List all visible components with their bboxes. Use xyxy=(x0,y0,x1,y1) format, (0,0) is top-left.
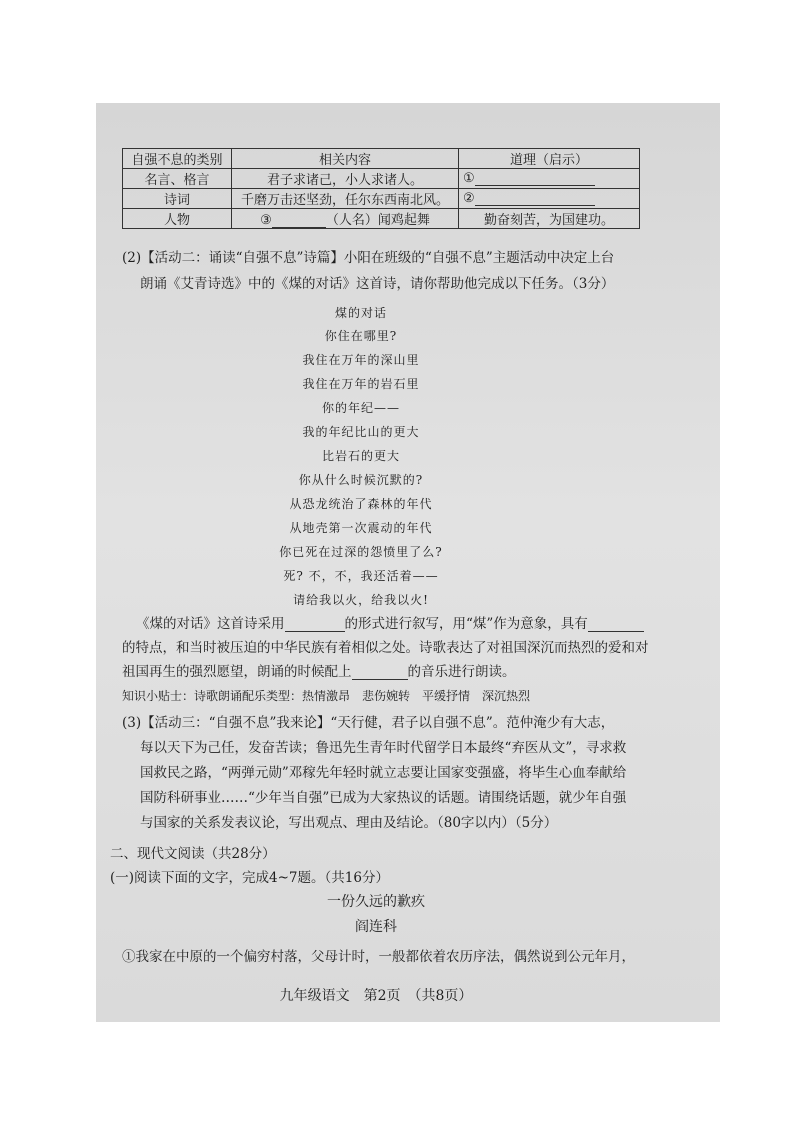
answer-blank[interactable] xyxy=(475,192,595,206)
page-footer: 九年级语文 第2页 （共8页） xyxy=(279,988,473,1004)
task-text: 的音乐进行朗读。 xyxy=(407,664,516,680)
poem-line: 我的年纪比山的更大 xyxy=(302,425,420,439)
poem-line: 你的年纪—— xyxy=(321,401,400,415)
task-text: 的形式进行叙写，用“煤”作为意象，具有 xyxy=(344,616,588,632)
task-line1 xyxy=(136,612,644,632)
activity3-line: 每以天下为己任，发奋苦读；鲁迅先生青年时代留学日本最终“弃医从文”，寻求救 xyxy=(140,740,627,756)
task-line3 xyxy=(122,660,516,680)
table-header-category: 自强不息的类别 xyxy=(123,149,232,169)
table-header-content: 相关内容 xyxy=(232,149,459,169)
table-cell-category: 名言、格言 xyxy=(123,169,232,189)
activity3-line: (3)【活动三：“自强不息”我来论】“天行健，君子以自强不息”。范仲淹少有大志， xyxy=(122,715,615,731)
poem-line: 从恐龙统治了森林的年代 xyxy=(289,497,433,511)
activity3-line: 国防科研事业……“少年当自强”已成为大家热议的话题。请围绕话题，就少年自强 xyxy=(140,790,627,806)
blank-number: ② xyxy=(463,191,475,206)
table-cell-lesson: 勤奋刻苦，为国建功。 xyxy=(459,209,640,229)
table-cell-lesson xyxy=(459,189,640,209)
table-header-row xyxy=(123,149,640,169)
table-row xyxy=(123,169,640,189)
table-row xyxy=(123,209,640,229)
blank-number: ③ xyxy=(260,213,272,228)
poem-title: 煤的对话 xyxy=(334,306,387,320)
table-cell-category: 人物 xyxy=(123,209,232,229)
task-line2: 的特点，和当时被压迫的中华民族有着相似之处。诗歌表达了对祖国深沉而热烈的爱和对 xyxy=(122,640,649,656)
task-text: 祖国再生的强烈愿望，朗诵的时候配上 xyxy=(122,664,352,680)
article-paragraph: ①我家在中原的一个偏穷村落，父母计时，一般都依着农历序法，偶然说到公元年月， xyxy=(122,949,635,965)
article-author: 阎连科 xyxy=(355,919,397,935)
task-text: 《煤的对话》这首诗采用 xyxy=(136,616,285,632)
poem-line: 你住在哪里? xyxy=(324,329,398,343)
poem-line: 比岩石的更大 xyxy=(321,449,400,463)
answer-blank[interactable] xyxy=(352,666,408,680)
poem-line: 死? 不，不，我还活着—— xyxy=(283,569,439,583)
table-cell-category: 诗词 xyxy=(123,189,232,209)
exam-page xyxy=(96,103,720,1022)
table-cell-content: 君子求诸己，小人求诸人。 xyxy=(232,169,459,189)
poem-line: 你已死在过深的怨愤里了么? xyxy=(279,545,443,559)
answer-blank[interactable] xyxy=(475,172,595,186)
table-header-lesson: 道理（启示） xyxy=(459,149,640,169)
poem-line: 我住在万年的岩石里 xyxy=(302,377,420,391)
table-row xyxy=(123,189,640,209)
activity3-line: 国救民之路，“两弹元勋”邓稼先年轻时就立志要让国家变强盛，将毕生心血奉献给 xyxy=(140,765,627,781)
activity2-line1: (2)【活动二：诵读“自强不息”诗篇】小阳在班级的“自强不息”主题活动中决定上台 xyxy=(122,250,615,266)
blank-number: ① xyxy=(463,171,475,186)
poem-line: 你从什么时候沉默的? xyxy=(298,473,424,487)
activity2-line2: 朗诵《艾青诗选》中的《煤的对话》这首诗，请你帮助他完成以下任务。（3分） xyxy=(140,276,615,292)
table-cell-lesson xyxy=(459,169,640,189)
activity3-line: 与国家的关系发表议论，写出观点、理由及结论。（80字以内）（5分） xyxy=(140,815,558,831)
content-suffix: （人名）闻鸡起舞 xyxy=(325,213,430,228)
answer-blank[interactable] xyxy=(272,214,326,228)
answer-blank[interactable] xyxy=(588,618,644,632)
poem-line: 从地壳第一次震动的年代 xyxy=(289,521,433,535)
article-title: 一份久远的歉疚 xyxy=(327,894,425,910)
section-heading: 二、现代文阅读（共28分） xyxy=(110,846,276,862)
table-cell-content: 千磨万击还坚劲，任尔东西南北风。 xyxy=(232,189,459,209)
poem-line: 我住在万年的深山里 xyxy=(302,353,420,367)
poem-line: 请给我以火，给我以火! xyxy=(293,593,429,607)
self-strength-table xyxy=(122,148,640,229)
knowledge-tip: 知识小贴士：诗歌朗诵配乐类型：热情激昂 悲伤婉转 平缓抒情 深沉热烈 xyxy=(122,689,531,703)
answer-blank[interactable] xyxy=(285,618,345,632)
section-subheading: (一)阅读下面的文字，完成4~7题。（共16分） xyxy=(110,870,389,886)
table-cell-content xyxy=(232,209,459,229)
